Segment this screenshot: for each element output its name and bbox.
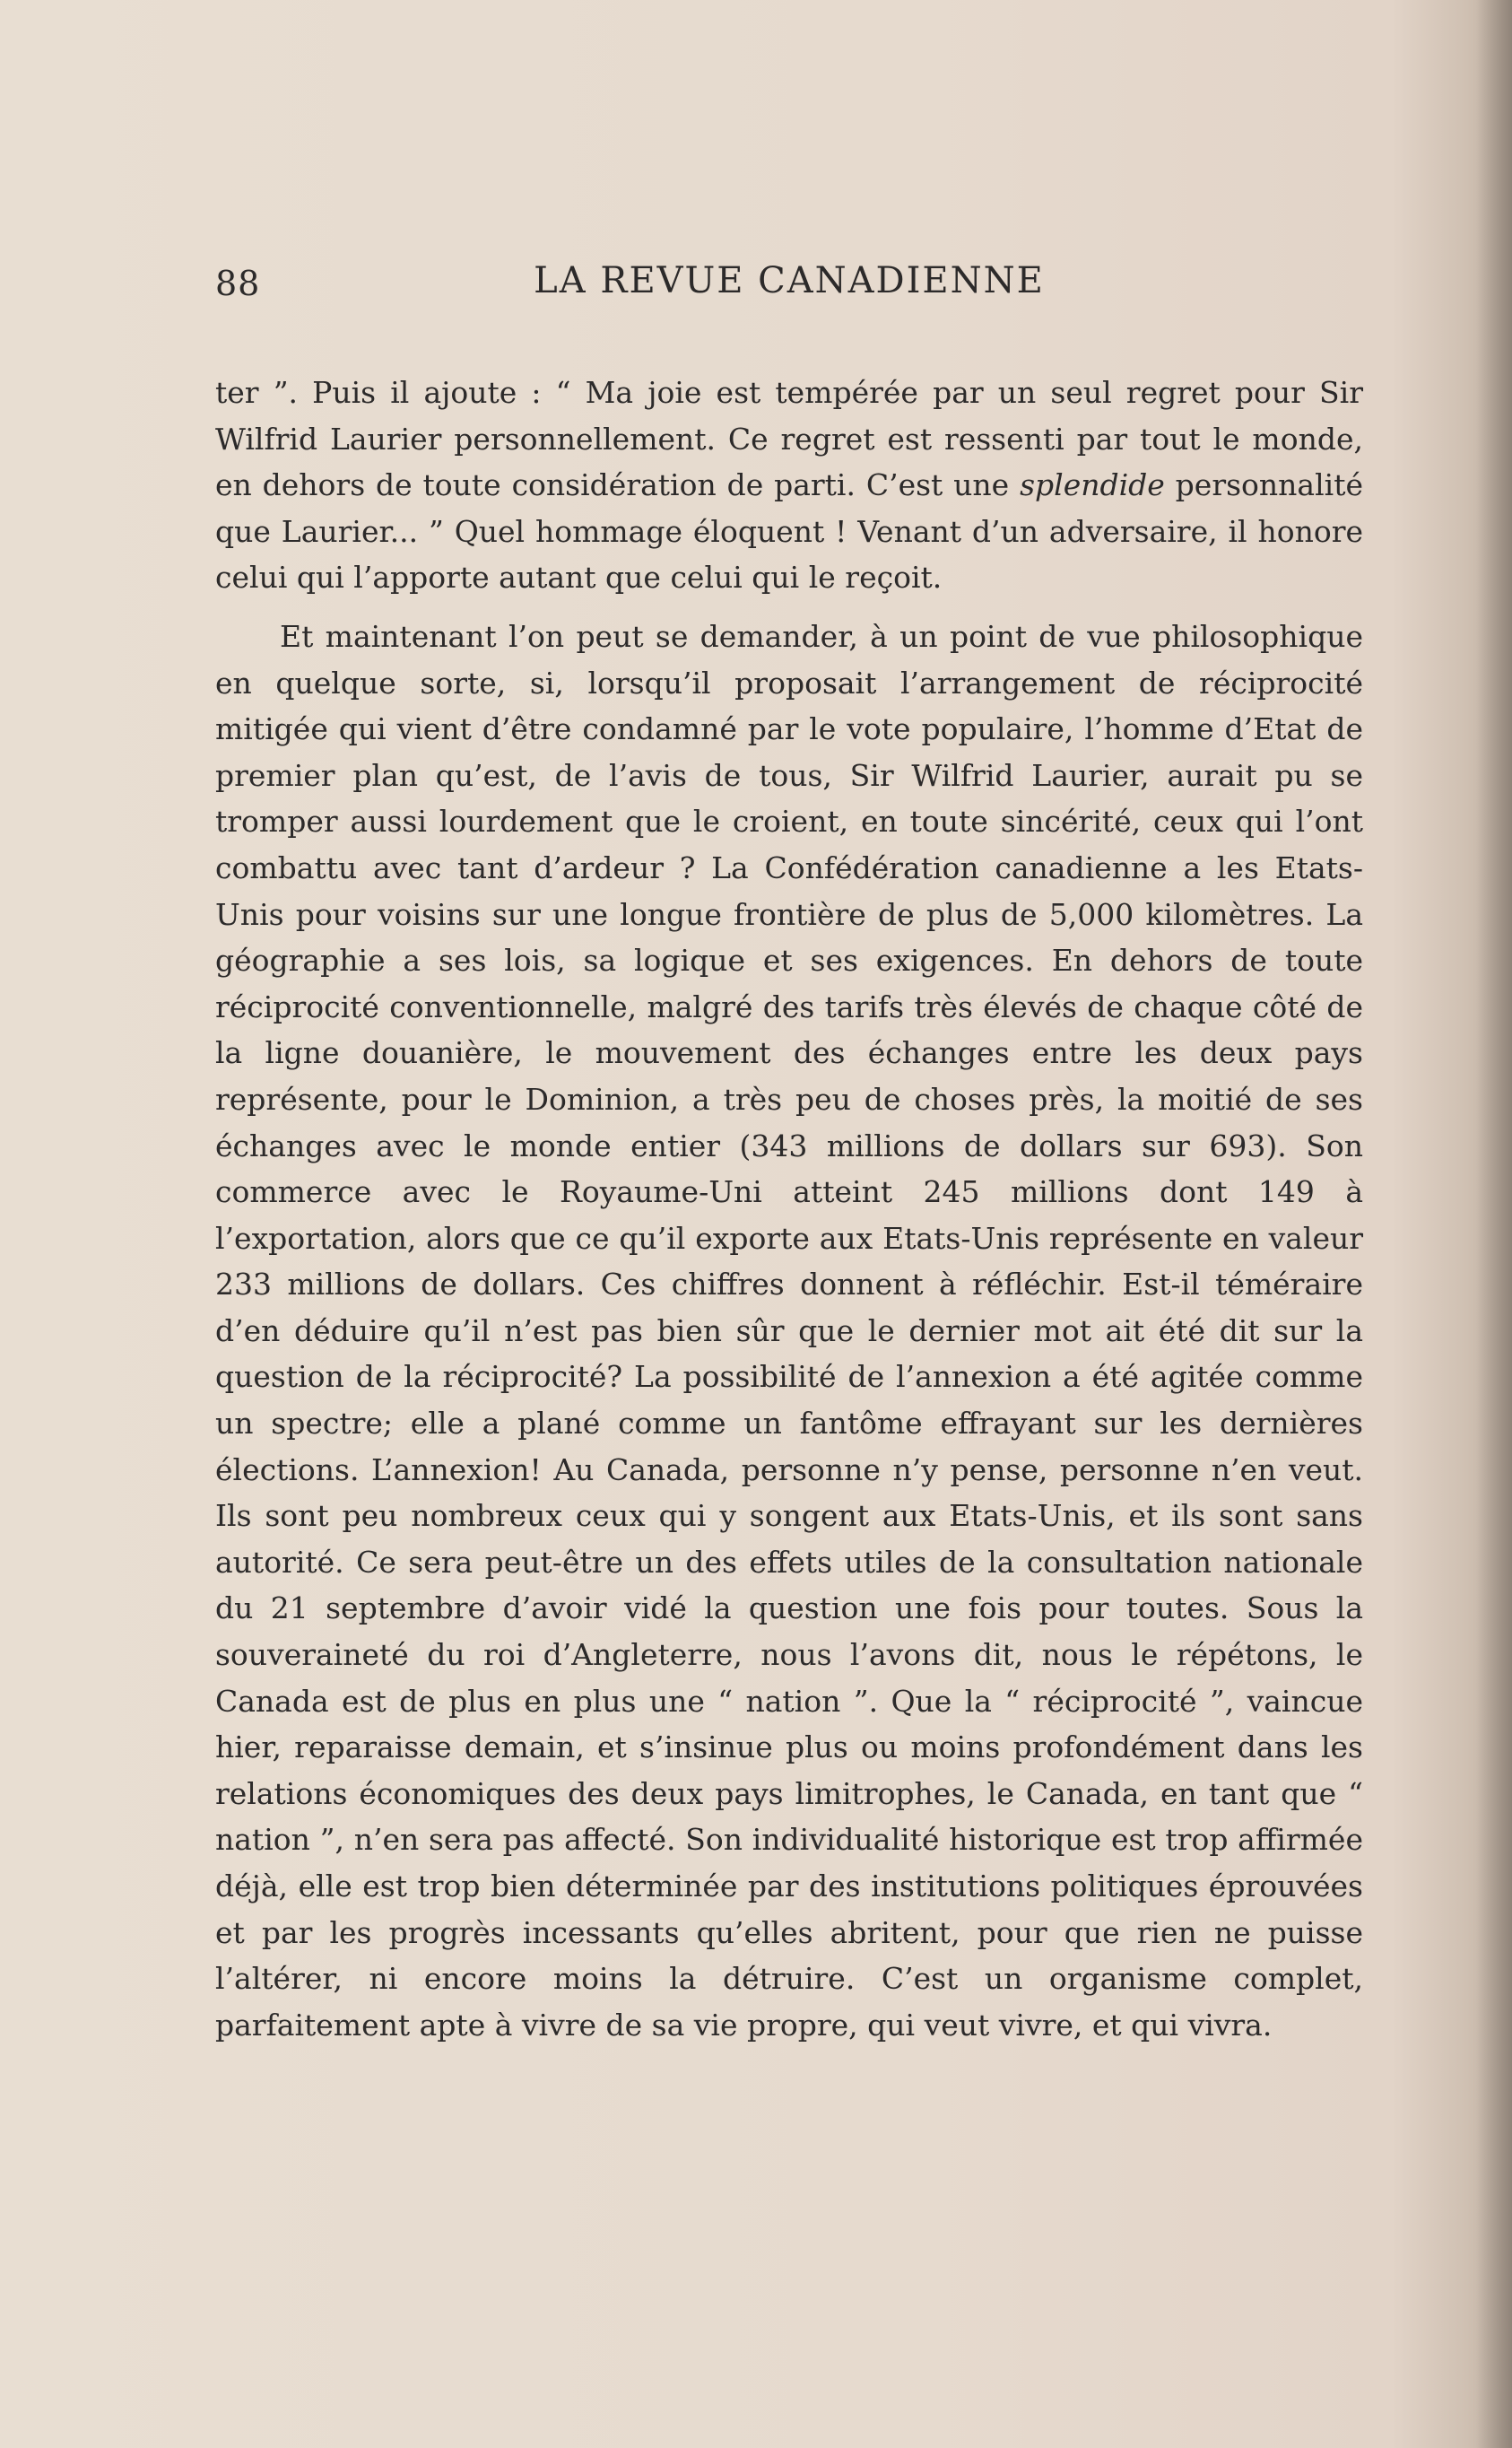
book-spine-shadow: [1476, 0, 1512, 2448]
paragraph-1-emphasis: splendide: [1020, 467, 1165, 503]
paragraph-2: Et maintenant l’on peut se demander, à un point de vue philosophique en quelque sorte, si, lorsqu’il proposait l’arrangement de réciprocité mitigée qui vient d’être condamné par le vote populaire, l’homme d’Etat de premier plan qu’est, de l’avis de tous, Sir Wilfrid Laurier, aurait pu se tromper aussi lourdement que le croient, en toute sincérité, ceux qui l’ont combattu avec tant d’ardeur ? La Confédération canadienne a les Etats-Unis pour voisins sur une longue frontière de plus de 5,000 kilomètres. La géographie a ses lois, sa logique et ses exigences. En dehors de toute réciprocité conventionnelle, malgré des tarifs très élevés de chaque côté de la ligne douanière, le mouvement des échanges entre les deux pays représente, pour le Dominion, a très peu de choses près, la moitié de ses échanges avec le monde entier (343 millions de dollars sur 693). Son commerce avec le Royaume-Uni atteint 245 millions dont 149 à l’exportation, alors que ce qu’il exporte aux Etats-Unis représente en valeur 233 millions de dollars. Ces chiffres donnent à réfléchir. Est-il téméraire d’en déduire qu’il n’est pas bien sûr que le dernier mot ait été dit sur la question de la réciprocité? La possibilité de l’annexion a été agitée comme un spectre; elle a plané comme un fantôme effrayant sur les dernières élections. L’annexion! Au Canada, personne n’y pense, personne n’en veut. Ils sont peu nombreux ceux qui y songent aux Etats-Unis, et ils sont sans autorité. Ce sera peut-être un des effets utiles de la consultation nationale du 21 septembre d’avoir vidé la question une fois pour toutes. Sous la souveraineté du roi d’Angleterre, nous l’avons dit, nous le répétons, le Canada est de plus en plus une “ nation ”. Que la “ réciprocité ”, vaincue hier, reparaisse demain, et s’insinue plus ou moins profondément dans les relations économiques des deux pays limitrophes, le Canada, en tant que “ nation ”, n’en sera pas affecté. Son individualité historique est trop affirmée déjà, elle est trop bien déterminée par des institutions politiques éprouvées et par les progrès incessants qu’elles abritent, pour que rien ne puisse l’altérer, ni encore moins la détruire. C’est un organisme complet, parfaitement apte à vivre de sa vie propre, qui veut vivre, et qui vivra.: [215, 618, 1363, 2043]
page-number: 88: [215, 264, 261, 303]
paragraph-1-text-before: ter ”. Puis il ajoute : “ Ma joie est tempérée par un seul regret pour Sir Wilfrid Laurier personnellement. Ce regret est ressenti par tout le monde, en dehors de toute considération de parti. C’est une: [215, 375, 1363, 503]
article-body: [215, 370, 1363, 2048]
paragraph-1-text-after: personnalité que Laurier... ” Quel hommage éloquent ! Venant d’un adversaire, il honore celui qui l’apporte autant que celui qui le reçoit.: [215, 467, 1363, 596]
paragraph-1: [215, 370, 1363, 601]
running-title: LA REVUE CANADIENNE: [534, 260, 1045, 301]
page-header: [215, 260, 1363, 314]
